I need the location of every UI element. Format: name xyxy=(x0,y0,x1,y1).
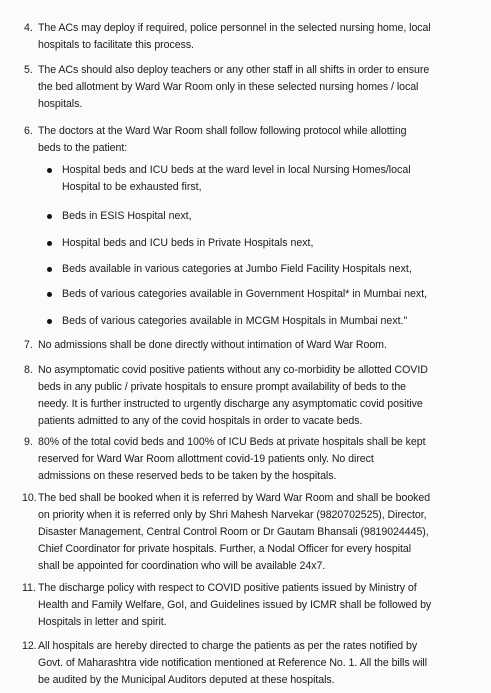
item-number: 9. xyxy=(24,436,33,448)
protocol-bullet xyxy=(62,313,407,330)
bullet-dot-icon xyxy=(47,168,52,173)
item-number: 5. xyxy=(24,64,33,76)
paragraph-item-4 xyxy=(24,20,431,54)
item-line: be audited by the Municipal Auditors deputed at these hospitals. xyxy=(38,674,335,686)
item-line: admissions on these reserved beds to be taken by the hospitals. xyxy=(38,470,337,482)
item-line: beds to the patient: xyxy=(38,142,128,154)
item-line: the bed allotment by Ward War Room only in these selected nursing homes / local xyxy=(38,81,419,93)
paragraph-item-8 xyxy=(24,362,428,430)
item-line: patients admitted to any of the covid hospitals in order to vacate beds. xyxy=(38,415,363,427)
paragraph-item-10 xyxy=(22,490,430,575)
paragraph-item-12 xyxy=(22,638,427,689)
paragraph-item-6 xyxy=(24,123,407,157)
item-line: reserved for Ward War Room allottment covid-19 patients only. No direct xyxy=(38,453,374,465)
item-line: The ACs should also deploy teachers or any other staff in all shifts in order to ensure xyxy=(38,64,430,76)
paragraph-item-11 xyxy=(22,580,431,631)
item-line: The bed shall be booked when it is referred by Ward War Room and shall be booked xyxy=(38,492,431,504)
bullet-dot-icon xyxy=(47,241,52,246)
protocol-bullet xyxy=(62,208,192,225)
item-line: The discharge policy with respect to COVID positive patients issued by Ministry of xyxy=(38,582,417,594)
item-number: 10. xyxy=(22,492,37,504)
item-line: needy. It is further instructed to urgently discharge any asymptomatic covid positive xyxy=(38,398,423,410)
item-line: The ACs may deploy if required, police personnel in the selected nursing home, local xyxy=(38,22,431,34)
item-line: Chief Coordinator for private hospitals. Further, a Nodal Officer for every hospital xyxy=(38,543,412,555)
bullet-line: Beds of various categories available in Government Hospital* in Mumbai next, xyxy=(62,288,428,300)
item-number: 4. xyxy=(24,22,33,34)
bullet-dot-icon xyxy=(47,292,52,297)
item-line: beds in any public / private hospitals to ensure prompt availability of beds to the xyxy=(38,381,407,393)
item-number: 7. xyxy=(24,339,33,351)
paragraph-item-5 xyxy=(24,62,429,113)
paragraph-item-9 xyxy=(24,434,425,485)
paragraph-item-7 xyxy=(24,337,387,354)
item-line: No asymptomatic covid positive patients without any co-morbidity be allotted COVID xyxy=(38,364,428,376)
item-line: hospitals. xyxy=(38,98,83,110)
bullet-dot-icon xyxy=(47,319,52,324)
protocol-bullet xyxy=(62,235,313,252)
bullet-line: Hospital to be exhausted first, xyxy=(62,181,202,193)
item-line: shall be appointed for coordination who will be available 24x7. xyxy=(38,560,326,572)
item-number: 11. xyxy=(22,582,36,594)
item-number: 12. xyxy=(22,640,37,652)
item-line: Hospitals in letter and spirit. xyxy=(38,616,167,628)
item-line: All hospitals are hereby directed to charge the patients as per the rates notified by xyxy=(38,640,418,652)
bullet-line: Beds available in various categories at Jumbo Field Facility Hospitals next, xyxy=(62,263,412,275)
item-line: Disaster Management, Central Control Room or Dr Gautam Bhansali (9819024445), xyxy=(38,526,429,538)
bullet-line: Beds of various categories available in MCGM Hospitals in Mumbai next." xyxy=(62,315,408,327)
bullet-line: Beds in ESIS Hospital next, xyxy=(62,210,192,222)
protocol-bullet xyxy=(62,261,412,278)
bullet-line: Hospital beds and ICU beds in Private Hospitals next, xyxy=(62,237,314,249)
bullet-line: Hospital beds and ICU beds at the ward level in local Nursing Homes/local xyxy=(62,164,411,176)
item-number: 8. xyxy=(24,364,33,376)
item-line: 80% of the total covid beds and 100% of ICU Beds at private hospitals shall be kept xyxy=(38,436,426,448)
item-line: No admissions shall be done directly without intimation of Ward War Room. xyxy=(38,339,387,351)
item-number: 6. xyxy=(24,125,33,137)
bullet-dot-icon xyxy=(47,214,52,219)
bullet-dot-icon xyxy=(47,267,52,272)
protocol-bullet xyxy=(62,162,411,196)
item-line: on priority when it is referred only by Shri Mahesh Narvekar (9820702525), Director, xyxy=(38,509,427,521)
item-line: The doctors at the Ward War Room shall follow following protocol while allotting xyxy=(38,125,407,137)
item-line: hospitals to facilitate this process. xyxy=(38,39,194,51)
item-line: Govt. of Maharashtra vide notification mentioned at Reference No. 1. All the bills will xyxy=(38,657,427,669)
item-line: Health and Family Welfare, GoI, and Guidelines issued by ICMR shall be followed by xyxy=(38,599,432,611)
protocol-bullet xyxy=(62,286,427,303)
